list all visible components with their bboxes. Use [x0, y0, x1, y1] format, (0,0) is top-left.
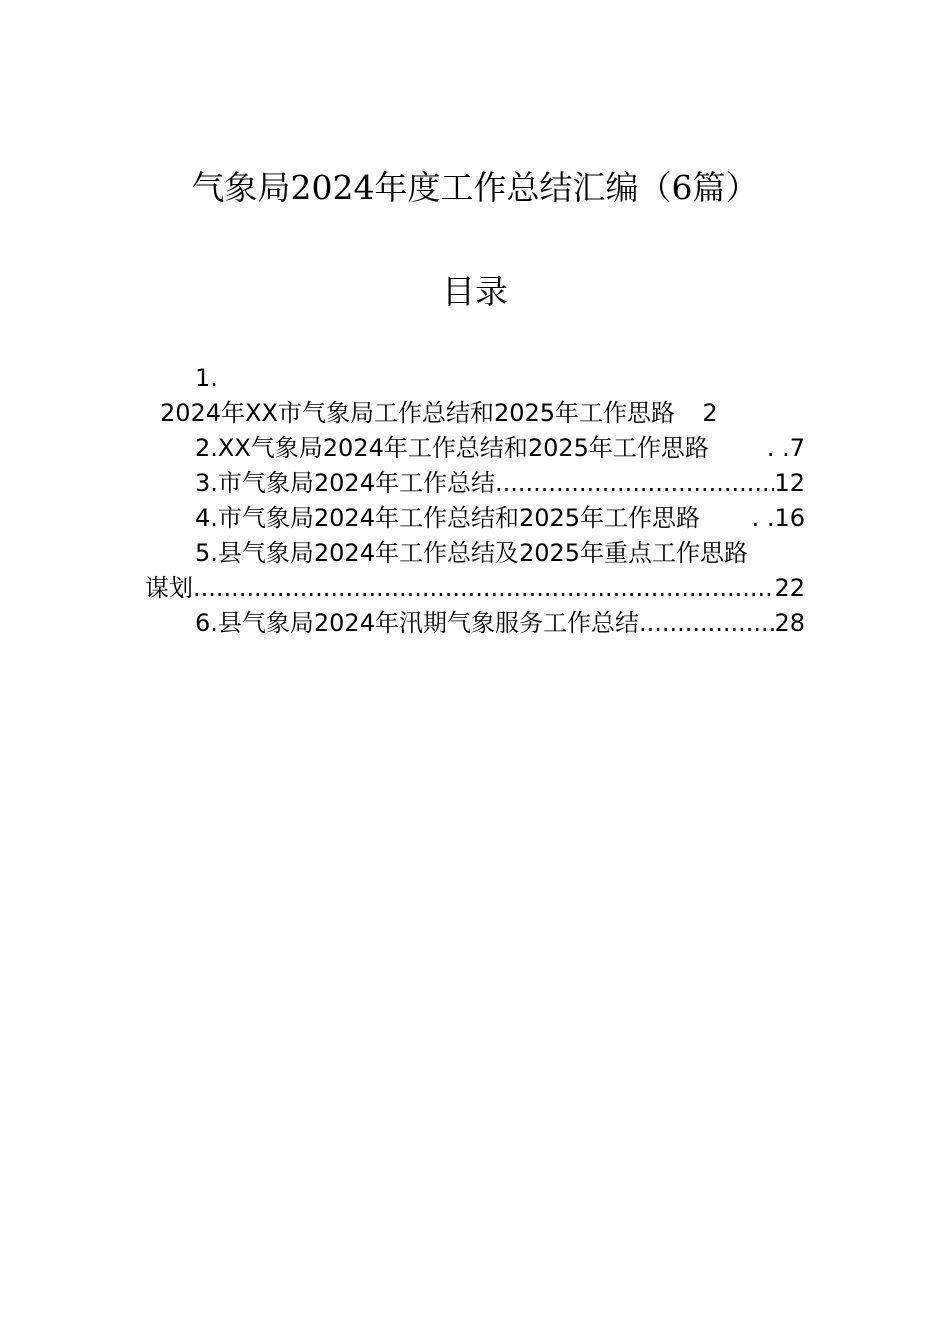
- toc-item-1-text: 2024年XX市气象局工作总结和2025年工作思路: [160, 399, 676, 427]
- toc-heading: 目录: [442, 272, 508, 311]
- toc-item-2[interactable]: [195, 431, 805, 466]
- toc-item-6-page: 28: [774, 609, 805, 637]
- document-title: 气象局2024年度工作总结汇编（6篇）: [191, 168, 759, 207]
- toc-item-1-number[interactable]: 1.: [195, 364, 218, 392]
- toc-item-4-text: 4.市气象局2024年工作总结和2025年工作思路: [195, 504, 701, 532]
- toc-item-3-dot-leader: [495, 466, 774, 501]
- toc-item-2-page: 7: [789, 434, 805, 462]
- toc-item-6[interactable]: [195, 606, 805, 641]
- toc-item-6-text: 6.县气象局2024年汛期气象服务工作总结: [195, 609, 639, 637]
- toc-item-5-page: 22: [774, 574, 805, 602]
- toc-item-5[interactable]: [145, 571, 805, 606]
- toc-item-3-page: 12: [774, 469, 805, 497]
- toc-item-5-text: 谋划: [145, 574, 193, 602]
- toc-item-1-page: 2: [702, 399, 718, 427]
- toc-item-4-leader: . .: [751, 504, 775, 532]
- toc-item-1[interactable]: [160, 396, 718, 431]
- toc-item-2-leader: . .: [766, 434, 790, 462]
- toc-item-5-line-1[interactable]: 5.县气象局2024年工作总结及2025年重点工作思路: [195, 539, 749, 567]
- toc-item-2-text: 2.XX气象局2024年工作总结和2025年工作思路: [195, 434, 709, 462]
- toc-item-4[interactable]: [195, 501, 805, 536]
- toc-item-5-dot-leader: [193, 571, 774, 606]
- toc-item-3[interactable]: [195, 466, 805, 501]
- toc-item-6-dot-leader: [639, 606, 774, 641]
- toc-item-4-page: 16: [774, 504, 805, 532]
- toc-item-3-text: 3.市气象局2024年工作总结: [195, 469, 495, 497]
